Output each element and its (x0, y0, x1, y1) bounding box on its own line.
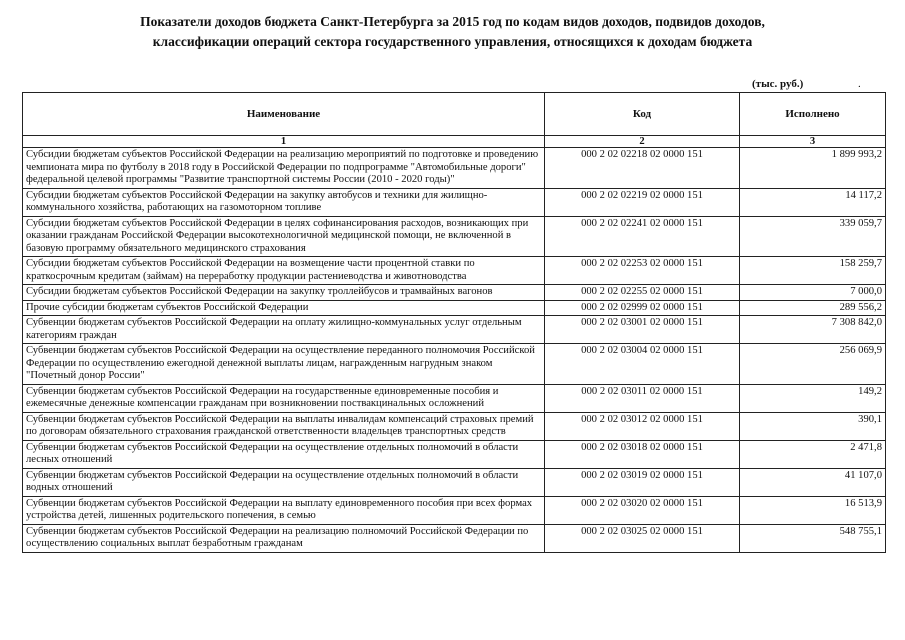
row-code-cell: 000 2 02 03019 02 0000 151 (545, 468, 740, 496)
row-name-cell: Субвенции бюджетам субъектов Российской Федерации на осуществление отдельных полномочий в области водных отношений (23, 468, 545, 496)
row-name-cell: Субвенции бюджетам субъектов Российской Федерации на выплату единовременного пособия при всех формах устройства детей, лишенных родительского попечения, в семью (23, 496, 545, 524)
table-row (23, 440, 886, 468)
header-executed: Исполнено (740, 93, 886, 136)
row-code-cell: 000 2 02 02219 02 0000 151 (545, 188, 740, 216)
title-line-1: Показатели доходов бюджета Санкт-Петербурга за 2015 год по кодам видов доходов, подвидов доходов, (140, 14, 765, 29)
row-value-cell: 548 755,1 (740, 524, 886, 552)
unit-label: (тыс. руб.) (752, 78, 804, 90)
row-value-cell: 289 556,2 (740, 300, 886, 316)
row-name-cell: Субвенции бюджетам субъектов Российской Федерации на реализацию полномочий Российской Федерации по осуществлению социальных выплат безработным гражданам (23, 524, 545, 552)
row-name-cell: Субсидии бюджетам субъектов Российской Федерации в целях софинансирования расходов, возникающих при оказании гражданам Российской Федерации высокотехнологичной медицинской помощи, не включенной в базовую программу обязательного медицинского страхования (23, 216, 545, 257)
column-number-1: 1 (23, 136, 545, 148)
row-code-cell: 000 2 02 03018 02 0000 151 (545, 440, 740, 468)
table-row (23, 316, 886, 344)
table-row (23, 384, 886, 412)
revenue-table (22, 92, 886, 553)
header-code: Код (545, 93, 740, 136)
row-code-cell: 000 2 02 03012 02 0000 151 (545, 412, 740, 440)
table-row (23, 188, 886, 216)
row-name-cell: Субсидии бюджетам субъектов Российской Федерации на возмещение части процентной ставки по краткосрочным кредитам (займам) на переработку продукции растениеводства и животноводства (23, 257, 545, 285)
row-code-cell: 000 2 02 03001 02 0000 151 (545, 316, 740, 344)
row-code-cell: 000 2 02 03011 02 0000 151 (545, 384, 740, 412)
column-number-3: 3 (740, 136, 886, 148)
row-value-cell: 14 117,2 (740, 188, 886, 216)
row-value-cell: 339 059,7 (740, 216, 886, 257)
title-line-2: классификации операций сектора государственного управления, относящихся к доходам бюджета (152, 34, 753, 49)
table-row (23, 300, 886, 316)
row-code-cell: 000 2 02 03025 02 0000 151 (545, 524, 740, 552)
table-row (23, 148, 886, 189)
table-row (23, 496, 886, 524)
row-value-cell: 2 471,8 (740, 440, 886, 468)
row-code-cell: 000 2 02 03004 02 0000 151 (545, 344, 740, 385)
table-row (23, 216, 886, 257)
row-code-cell: 000 2 02 02218 02 0000 151 (545, 148, 740, 189)
row-code-cell: 000 2 02 02253 02 0000 151 (545, 257, 740, 285)
table-row (23, 285, 886, 301)
row-name-cell: Субвенции бюджетам субъектов Российской Федерации на осуществление переданного полномочия Российской Федерации по осуществлению ежегодной денежной выплаты лицам, награжденным нагрудным знаком "Почетный донор России" (23, 344, 545, 385)
table-row (23, 412, 886, 440)
row-code-cell: 000 2 02 02255 02 0000 151 (545, 285, 740, 301)
row-value-cell: 41 107,0 (740, 468, 886, 496)
row-name-cell: Субсидии бюджетам субъектов Российской Федерации на закупку автобусов и техники для жилищно-коммунального хозяйства, работающих на газомоторном топливе (23, 188, 545, 216)
row-name-cell: Субсидии бюджетам субъектов Российской Федерации на реализацию мероприятий по подготовке и проведению чемпионата мира по футболу в 2018 году в Российской Федерации по подпрограмме "Автомобильные дороги" федеральной целевой программы "Развитие транспортной системы России (2010 - 2020 годы)" (23, 148, 545, 189)
row-name-cell: Субвенции бюджетам субъектов Российской Федерации на осуществление отдельных полномочий в области лесных отношений (23, 440, 545, 468)
row-value-cell: 16 513,9 (740, 496, 886, 524)
table-row (23, 257, 886, 285)
row-name-cell: Субвенции бюджетам субъектов Российской Федерации на оплату жилищно-коммунальных услуг отдельным категориям граждан (23, 316, 545, 344)
table-row (23, 468, 886, 496)
row-code-cell: 000 2 02 02241 02 0000 151 (545, 216, 740, 257)
row-value-cell: 149,2 (740, 384, 886, 412)
document-title (40, 12, 865, 52)
row-value-cell: 256 069,9 (740, 344, 886, 385)
row-value-cell: 7 000,0 (740, 285, 886, 301)
row-name-cell: Субвенции бюджетам субъектов Российской Федерации на государственные единовременные пособия и ежемесячные денежные компенсации гражданам при возникновении поствакцинальных осложнений (23, 384, 545, 412)
column-number-2: 2 (545, 136, 740, 148)
table-row (23, 344, 886, 385)
row-code-cell: 000 2 02 03020 02 0000 151 (545, 496, 740, 524)
row-name-cell: Субсидии бюджетам субъектов Российской Федерации на закупку троллейбусов и трамвайных вагонов (23, 285, 545, 301)
row-value-cell: 390,1 (740, 412, 886, 440)
row-name-cell: Прочие субсидии бюджетам субъектов Российской Федерации (23, 300, 545, 316)
row-value-cell: 158 259,7 (740, 257, 886, 285)
row-name-cell: Субвенции бюджетам субъектов Российской Федерации на выплаты инвалидам компенсаций страховых премий по договорам обязательного страхования гражданской ответственности владельцев транспортных средств (23, 412, 545, 440)
table-row (23, 524, 886, 552)
row-value-cell: 1 899 993,2 (740, 148, 886, 189)
row-value-cell: 7 308 842,0 (740, 316, 886, 344)
header-name: Наименование (23, 93, 545, 136)
row-code-cell: 000 2 02 02999 02 0000 151 (545, 300, 740, 316)
stray-dot: . (858, 78, 861, 90)
